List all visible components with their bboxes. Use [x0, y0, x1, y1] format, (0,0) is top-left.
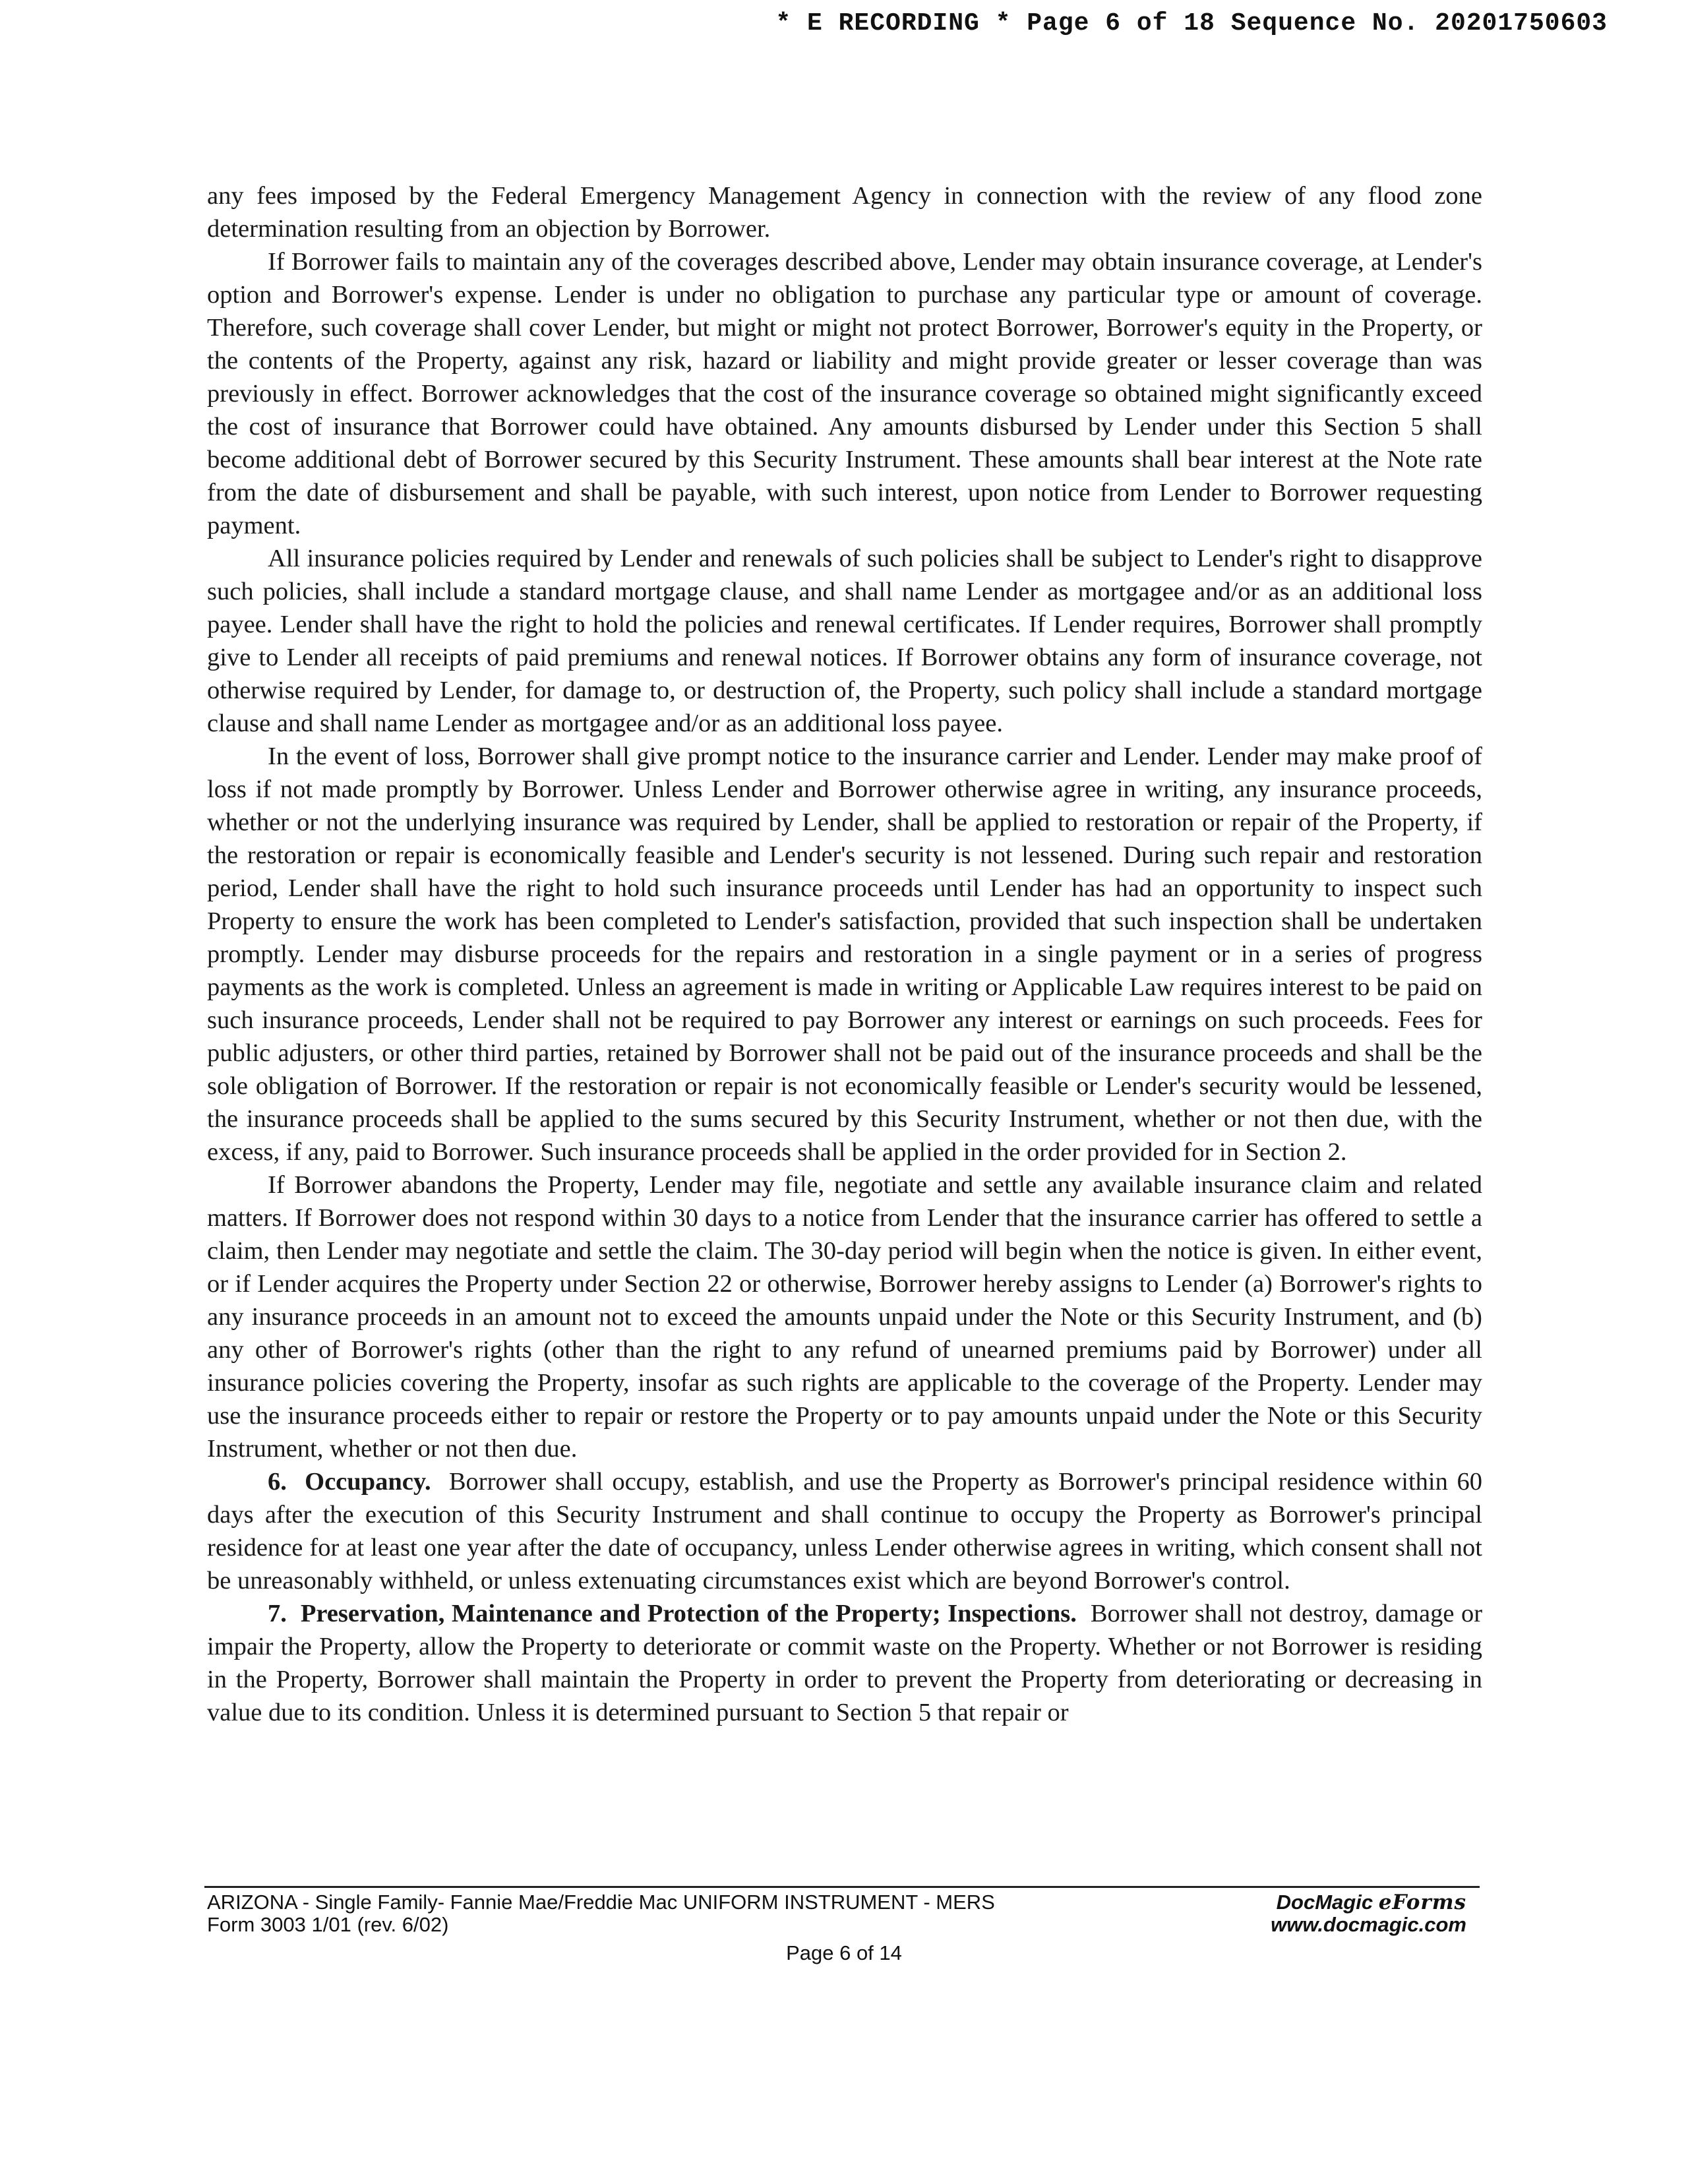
form-title: ARIZONA - Single Family- Fannie Mae/Freddie Mac UNIFORM INSTRUMENT - MERS — [207, 1891, 995, 1914]
eforms-logo: eForms — [1378, 1891, 1466, 1914]
brand-website: www.docmagic.com — [1271, 1913, 1466, 1936]
section-number: 7. — [268, 1600, 287, 1627]
footer-form-info — [207, 1891, 995, 1936]
section-number: 6. — [268, 1468, 287, 1496]
form-number: Form 3003 1/01 (rev. 6/02) — [207, 1913, 449, 1936]
brand-name: DocMagic — [1276, 1891, 1373, 1914]
section-text: Borrower shall occupy, establish, and use the Property as Borrower's principal residence within 60 days after the execution of this Security Instrument and shall continue to occupy the Property as Borrower's principal residence for at least one year after the date of occupancy, unless Lender otherwise agrees in writing, which consent shall not be unreasonably withheld, or unless extenuating circumstances exist which are beyond Borrower's control. — [207, 1468, 1482, 1594]
paragraph-abandonment: If Borrower abandons the Property, Lender may file, negotiate and settle any available insurance claim and related matters. If Borrower does not respond within 30 days to a notice from Lender that the insurance carrier has offered to settle a claim, then Lender may negotiate and settle the claim. The 30-day period will begin when the notice is given. In either event, or if Lender acquires the Property under Section 22 or otherwise, Borrower hereby assigns to Lender (a) Borrower's rights to any insurance proceeds in an amount not to exceed the amounts unpaid under the Note or this Security Instrument, and (b) any other of Borrower's rights (other than the right to any refund of unearned premiums paid by Borrower) under all insurance policies covering the Property, insofar as such rights are applicable to the coverage of the Property. Lender may use the insurance proceeds either to repair or restore the Property or to pay amounts unpaid under the Note or this Security Instrument, whether or not then due. — [207, 1171, 1482, 1463]
section-occupancy — [207, 1465, 1482, 1597]
page-number: Page 6 of 14 — [786, 1941, 902, 1964]
paragraph-insurance-policies: All insurance policies required by Lender and renewals of such policies shall be subject to Lender's right to disapprove such policies, shall include a standard mortgage clause, and shall name Lender as mortgagee and/or as an additional loss payee. Lender shall have the right to hold the policies and renewal certificates. If Lender requires, Borrower shall promptly give to Lender all receipts of paid premiums and renewal notices. If Borrower obtains any form of insurance coverage, not otherwise required by Lender, for damage to, or destruction of, the Property, such policy shall include a standard mortgage clause and shall name Lender as mortgagee and/or as an additional loss payee. — [207, 545, 1482, 737]
footer-divider — [204, 1886, 1480, 1888]
paragraph-flood-fees: any fees imposed by the Federal Emergency Management Agency in connection with the review of any flood zone determination resulting from an objection by Borrower. — [207, 182, 1482, 243]
docmagic-logo — [1271, 1891, 1466, 1914]
footer-brand — [1271, 1891, 1466, 1936]
section-heading: Occupancy. — [305, 1468, 431, 1496]
section-preservation — [207, 1597, 1482, 1729]
document-body — [207, 179, 1482, 1729]
paragraph-event-of-loss: In the event of loss, Borrower shall give prompt notice to the insurance carrier and Lender. Lender may make proof of loss if not made promptly by Borrower. Unless Lender and Borrower otherwise agree in writing, any insurance proceeds, whether or not the underlying insurance was required by Lender, shall be applied to restoration or repair of the Property, if the restoration or repair is economically feasible and Lender's security is not lessened. During such repair and restoration period, Lender shall have the right to hold such insurance proceeds until Lender has had an opportunity to inspect such Property to ensure the work has been completed to Lender's satisfaction, provided that such inspection shall be undertaken promptly. Lender may disburse proceeds for the repairs and restoration in a single payment or in a series of progress payments as the work is completed. Unless an agreement is made in writing or Applicable Law requires interest to be paid on such insurance proceeds, Lender shall not be required to pay Borrower any interest or earnings on such proceeds. Fees for public adjusters, or other third parties, retained by Borrower shall not be paid out of the insurance proceeds and shall be the sole obligation of Borrower. If the restoration or repair is not economically feasible or Lender's security would be lessened, the insurance proceeds shall be applied to the sums secured by this Security Instrument, whether or not then due, with the excess, if any, paid to Borrower. Such insurance proceeds shall be applied in the order provided for in Section 2. — [207, 743, 1482, 1166]
section-heading: Preservation, Maintenance and Protection of the Property; Inspections. — [300, 1600, 1077, 1627]
paragraph-lender-coverage: If Borrower fails to maintain any of the coverages described above, Lender may obtain insurance coverage, at Lender's option and Borrower's expense. Lender is under no obligation to purchase any particular type or amount of coverage. Therefore, such coverage shall cover Lender, but might or might not protect Borrower, Borrower's equity in the Property, or the contents of the Property, against any risk, hazard or liability and might provide greater or lesser coverage than was previously in effect. Borrower acknowledges that the cost of the insurance coverage so obtained might significantly exceed the cost of insurance that Borrower could have obtained. Any amounts disbursed by Lender under this Section 5 shall become additional debt of Borrower secured by this Security Instrument. These amounts shall bear interest at the Note rate from the date of disbursement and shall be payable, with such interest, upon notice from Lender to Borrower requesting payment. — [207, 248, 1482, 539]
recording-stamp: * E RECORDING * Page 6 of 18 Sequence No. 20201750603 — [775, 9, 1608, 38]
section-text: Borrower shall not destroy, damage or impair the Property, allow the Property to deteriorate or commit waste on the Property. Whether or not Borrower is residing in the Property, Borrower shall maintain the Property in order to prevent the Property from deteriorating or decreasing in value due to its condition. Unless it is determined pursuant to Section 5 that repair or — [207, 1600, 1483, 1726]
